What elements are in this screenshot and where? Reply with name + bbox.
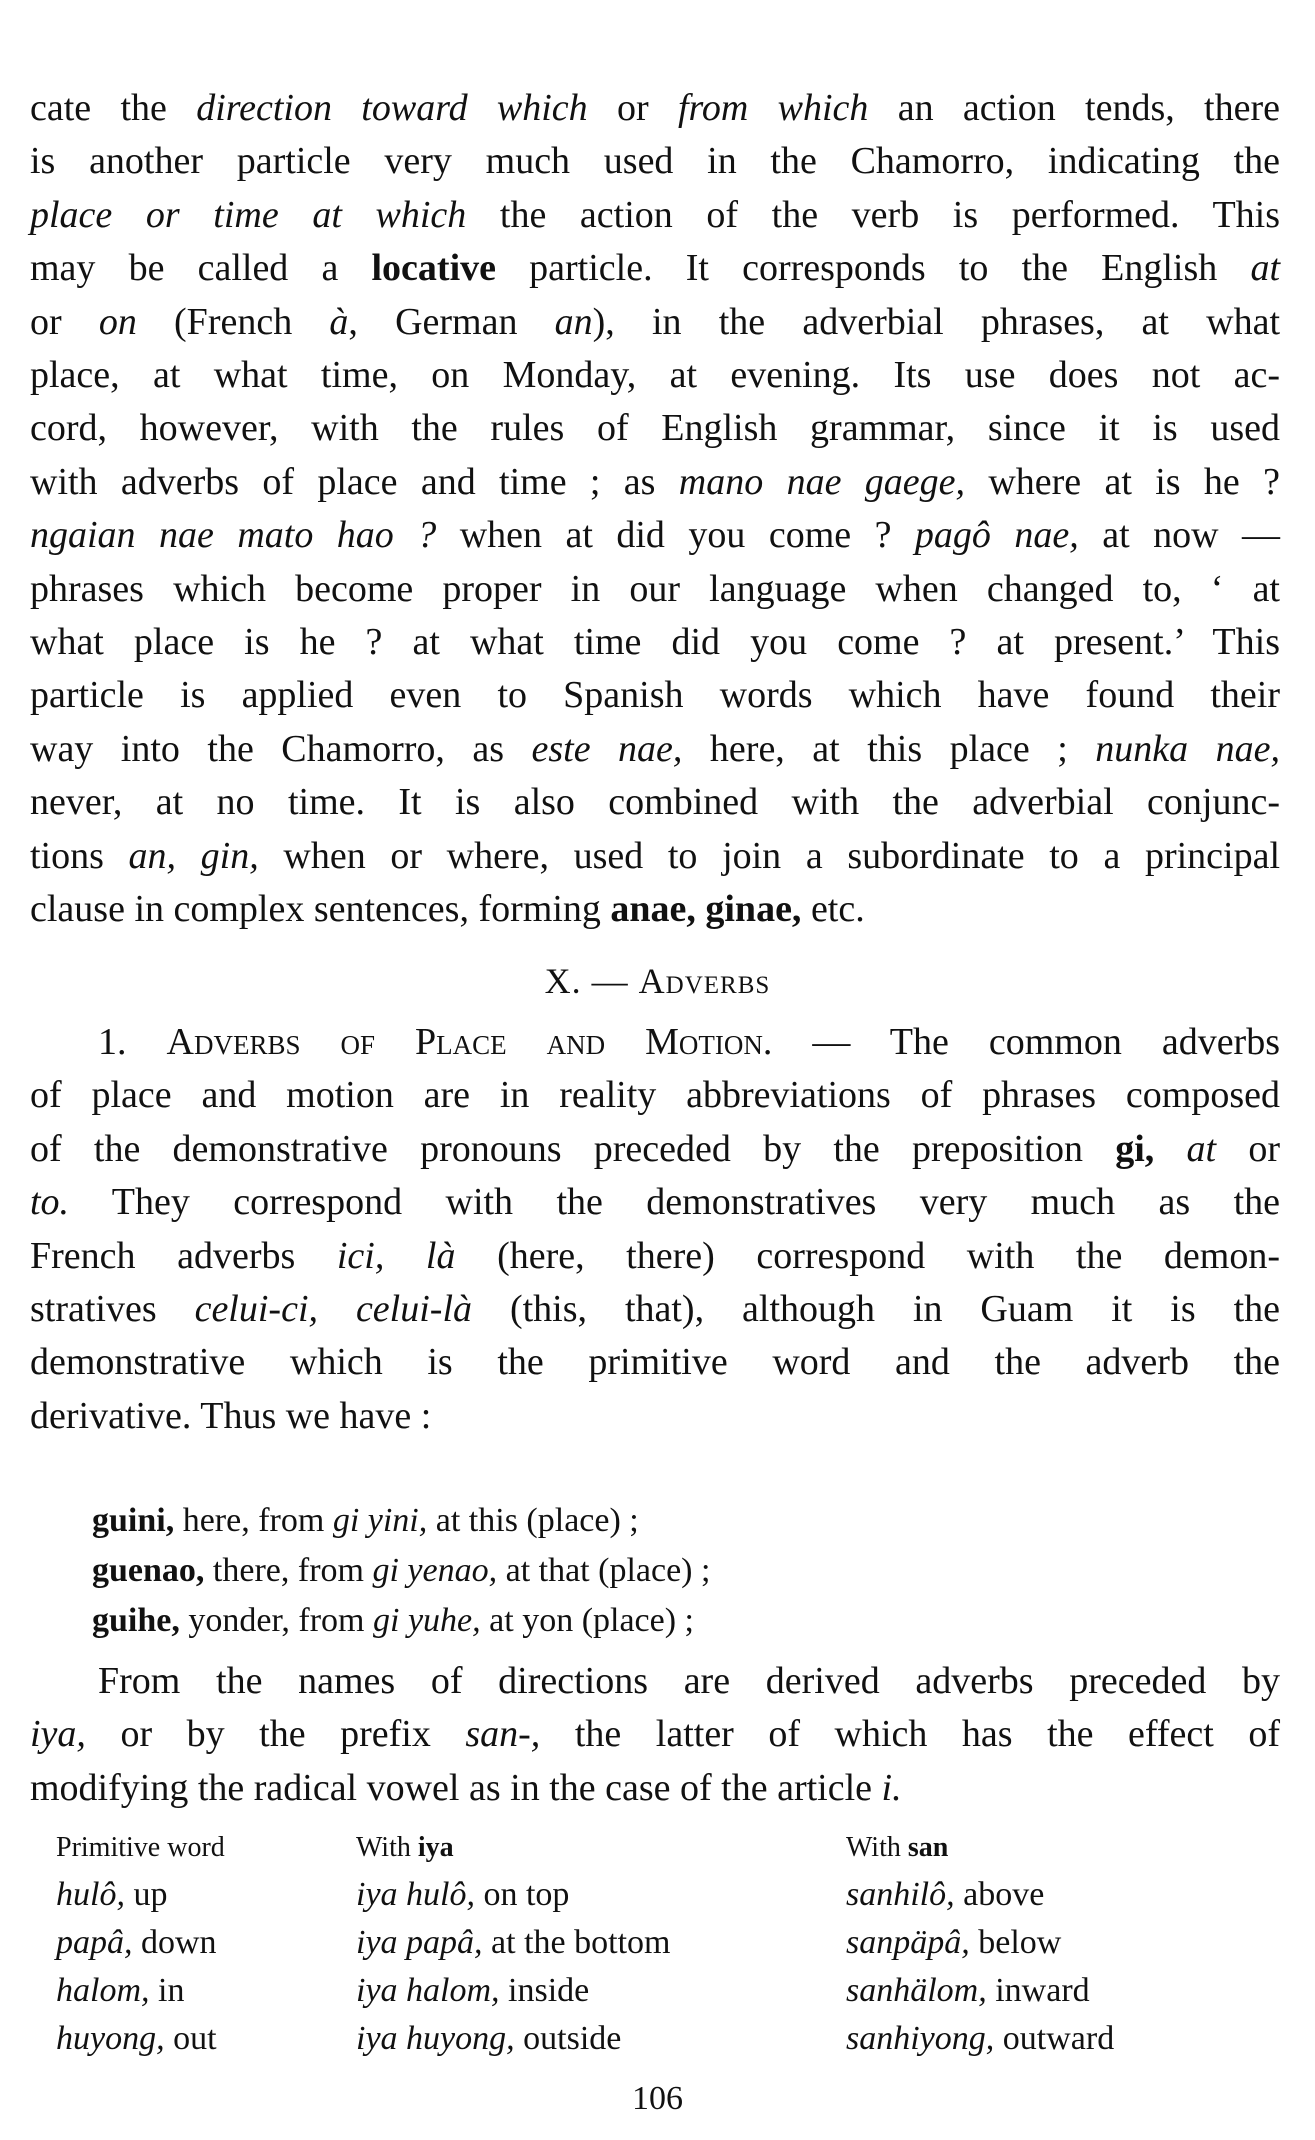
table-cell: papâ, down (56, 1924, 217, 1961)
text-line: of the demonstrative pronouns preceded by the preposition gi, at or (30, 1127, 1281, 1170)
text-line: tions an, gin, when or where, used to join a subordinate to a principal (30, 834, 1281, 877)
text-line: place or time at which the action of the verb is performed. This (30, 193, 1280, 236)
column-header: With iya (356, 1832, 454, 1863)
text-line: 1. Adverbs of Place and Motion. — The common adverbs (98, 1021, 1280, 1063)
text-line: is another particle very much used in the Chamorro, indicating the (30, 140, 1280, 183)
text-line: cord, however, with the rules of English grammar, since it is used (30, 407, 1280, 450)
text-line: never, at no time. It is also combined with the adverbial conjunc- (30, 781, 1280, 824)
text-line: way into the Chamorro, as este nae, here, at this place ; nunka nae, (30, 727, 1280, 770)
text-line: with adverbs of place and time ; as mano nae gaege, where at is he ? (30, 460, 1280, 503)
text-line: stratives celui-ci, celui-là (this, that), although in Guam it is the (30, 1288, 1280, 1331)
list-item: guini, here, from gi yini, at this (place) ; (92, 1502, 639, 1539)
column-header: With san (846, 1832, 949, 1863)
table-row (56, 1924, 1256, 1972)
list-item: guenao, there, from gi yenao, at that (place) ; (92, 1552, 711, 1589)
text-line: particle is applied even to Spanish words which have found their (30, 674, 1280, 717)
table-cell: iya hulô, on top (356, 1876, 570, 1913)
text-line: place, at what time, on Monday, at evening. Its use does not ac- (30, 354, 1280, 397)
table-header-row (56, 1832, 1256, 1876)
text-line: iya, or by the prefix san-, the latter of which has the effect of (30, 1713, 1281, 1756)
column-header: Primitive word (56, 1832, 225, 1863)
text-line: demonstrative which is the primitive word and the adverb the (30, 1341, 1280, 1384)
example-list (92, 1496, 710, 1646)
table-cell: sanhilô, above (846, 1876, 1045, 1913)
paragraph-locative-particle (30, 82, 1280, 937)
text-line: modifying the radical vowel as in the case of the article i. (30, 1766, 902, 1809)
table-cell: huyong, out (56, 2020, 217, 2057)
table-cell: sanhiyong, outward (846, 2020, 1115, 2057)
table-cell: iya halom, inside (356, 1972, 590, 2009)
text-line: From the names of directions are derived adverbs preceded by (98, 1660, 1280, 1702)
table-cell: sanpäpâ, below (846, 1924, 1062, 1961)
paragraph-directions (30, 1655, 1280, 1815)
text-line: clause in complex sentences, forming anae, ginae, etc. (30, 888, 865, 931)
text-line: of place and motion are in reality abbreviations of phrases composed (30, 1074, 1280, 1117)
table-cell: hulô, up (56, 1876, 168, 1913)
table-row (56, 2020, 1256, 2068)
table-cell: halom, in (56, 1972, 185, 2009)
page-number: 106 (632, 2080, 683, 2117)
text-line: ngaian nae mato hao ? when at did you come ? pagô nae, at now — (30, 514, 1280, 557)
text-line: to. They correspond with the demonstratives very much as the (30, 1181, 1280, 1224)
table-row (56, 1876, 1256, 1924)
text-line: what place is he ? at what time did you come ? at present.’ This (30, 621, 1280, 664)
paragraph-adverbs-place-motion (30, 1016, 1280, 1443)
text-line: French adverbs ici, là (here, there) correspond with the demon- (30, 1234, 1280, 1277)
table-cell: iya papâ, at the bottom (356, 1924, 671, 1961)
table-cell: iya huyong, outside (356, 2020, 622, 2057)
text-line: derivative. Thus we have : (30, 1394, 432, 1437)
section-heading: X. — Adverbs (544, 961, 771, 1001)
list-item: guihe, yonder, from gi yuhe, at yon (place) ; (92, 1602, 695, 1639)
table-row (56, 1972, 1256, 2020)
text-line: or on (French à, German an), in the adverbial phrases, at what (30, 300, 1281, 343)
table-cell: sanhälom, inward (846, 1972, 1090, 2009)
text-line: may be called a locative particle. It corresponds to the English at (30, 247, 1280, 290)
text-line: cate the direction toward which or from which an action tends, there (30, 87, 1281, 129)
direction-table (56, 1832, 1256, 2068)
text-line: phrases which become proper in our language when changed to, ‘ at (30, 567, 1280, 610)
